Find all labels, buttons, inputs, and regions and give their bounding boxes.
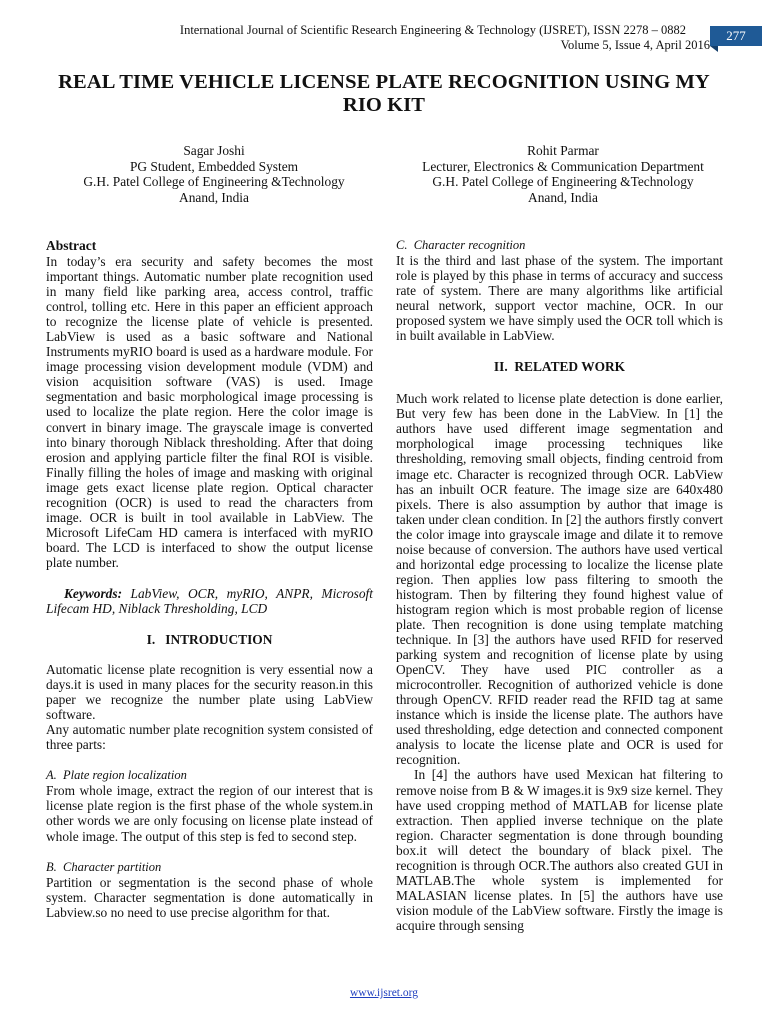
author-role: PG Student, Embedded System	[129, 158, 299, 174]
related-work-paragraph-1: Much work related to license plate detection is done earlier, But very few has been done in the LabView. In [1] the authors have used different image segmentation and morphological image processing techniques like thresholding, removing small objects, finding centroid from image etc. Character is recognized through OCR. LabView has an inbuilt OCR feature. The image size are 640x480 pixels. There is also assumption by author that image is taken under clean condition. In [2] the authors firstly convert the color image into grayscale image and dilate it to remove noise because of conversion. The authors have used vertical and horizontal edge processing to localize the license plate region. Then applies low pass filtering to smooth the histogram. Then by filtering they found highest value of histogram region which is most probable region of license plate. Then recognition is done using template matching technique. In [3] the authors have used RFID for reserved parking system and recognition of license plate by using OpenCV. They have used PIC controller as a microcontroller. Recognition of authorized vehicle is done through OpenCV. RFID reader read the RFID tag at same instance which is inside the license plate. The authors have used thresholding, edge detection and connected component analysis to locate the license plate and OCR is used for recognition.	[396, 391, 723, 768]
subsection-heading-c: C. Character recognition	[396, 238, 526, 252]
section-heading-related-work: II. RELATED WORK	[493, 359, 626, 375]
author-role: Lecturer, Electronics & Communication Department	[422, 158, 704, 174]
keywords	[46, 586, 373, 616]
right-column	[396, 238, 723, 933]
journal-url-link[interactable]: www.ijsret.org	[349, 987, 419, 999]
paper-title: REAL TIME VEHICLE LICENSE PLATE RECOGNITION USING MY RIO KIT	[58, 71, 710, 116]
related-work-paragraph-2: In [4] the authors have used Mexican hat filtering to remove noise from B & W images.it is 9x9 size kernel. They have used cropping method of MATLAB for license plate extraction. Then applied inverse technique on the plate region. Character segmentation is done through bounding box.it will detect the boundary of black pixel. The recognition is through OCR.The authors also created GUI in MATLAB.The whole system is implemented for MALASIAN license plates. In [5] the authors have use vision module of the LabView software. Firstly the image is acquire through sensing	[396, 767, 723, 933]
author-location: Anand, India	[528, 189, 598, 205]
abstract-text: In today’s era security and safety becomes the most important things. Automatic number plate recognition used in many field like parking area, access control, traffic control, tolling etc. Here in this paper an efficient approach to recognize the license plate of vehicle is presented. LabView is used as a basic software and National Instruments myRIO board is used as a hardware module. For image processing vision development module (VDM) and vision acquisition software (VAS) is used. Image segmentation and basic morphological image processing is used to localize the plate region. Here the color image is convert in binary image. The grayscale image is converted into binary thorough Niblack thresholding. After that doing erosion and applying particle filter the final ROI is visible. Finally filling the holes of image and masking with original image gets exact license plate region. Optical character recognition (OCR) is used to read the characters from image. OCR is built in tool available in LabView. The Microsoft LifeCam HD camera is interfaced with myRIO board. The LCD is interfaced to show the output license plate number.	[46, 254, 373, 570]
keywords-label: Keywords:	[64, 585, 123, 601]
author-name: Sagar Joshi	[183, 143, 245, 158]
author-affiliation: G.H. Patel College of Engineering &Technology	[83, 174, 345, 189]
intro-paragraph-1: Automatic license plate recognition is very essential now a days.it is used in many places for the security reason.in this paper we recognize the number plate using LabView software.	[46, 662, 373, 723]
abstract-heading: Abstract	[46, 238, 97, 253]
subsection-heading-a: A. Plate region localization	[46, 768, 187, 783]
author-affiliation: G.H. Patel College of Engineering &Technology	[432, 174, 694, 189]
author-block-2	[398, 143, 728, 205]
subsection-b-text: Partition or segmentation is the second phase of whole system. Character segmentation is done automatically in Labview.so no need to use precise algorithm for that.	[46, 874, 373, 920]
subsection-heading-b: B. Character partition	[46, 859, 162, 874]
keywords-text: LabView, OCR, myRIO, ANPR, Microsoft Lifecam HD, Niblack Thresholding, LCD	[46, 585, 373, 617]
author-name: Rohit Parmar	[527, 143, 599, 158]
subsection-c-text: It is the third and last phase of the system. The important role is played by this phase in terms of accuracy and success rate of system. There are many algorithms like artificial neural network, support vector machine, OCR. In our proposed system we have simply used the OCR toll which is in built available in LabView.	[396, 253, 723, 344]
intro-paragraph-2: Any automatic number plate recognition system consisted of three parts:	[46, 722, 373, 753]
journal-header: International Journal of Scientific Research Engineering & Technology (IJSRET), ISSN 2278 – 0882	[179, 23, 686, 37]
footer-url[interactable]	[0, 987, 768, 999]
left-column	[46, 238, 373, 920]
volume-issue: Volume 5, Issue 4, April 2016	[560, 38, 710, 52]
author-location: Anand, India	[179, 189, 249, 205]
subsection-a-text: From whole image, extract the region of our interest that is license plate region is the first phase of the whole system.in other words we are only focusing on license plate instead of whole image. The output of this step is fed to second step.	[46, 783, 373, 844]
page-number-badge: 277	[710, 26, 762, 46]
author-block-1	[58, 143, 370, 205]
section-heading-introduction: I. INTRODUCTION	[146, 632, 273, 648]
